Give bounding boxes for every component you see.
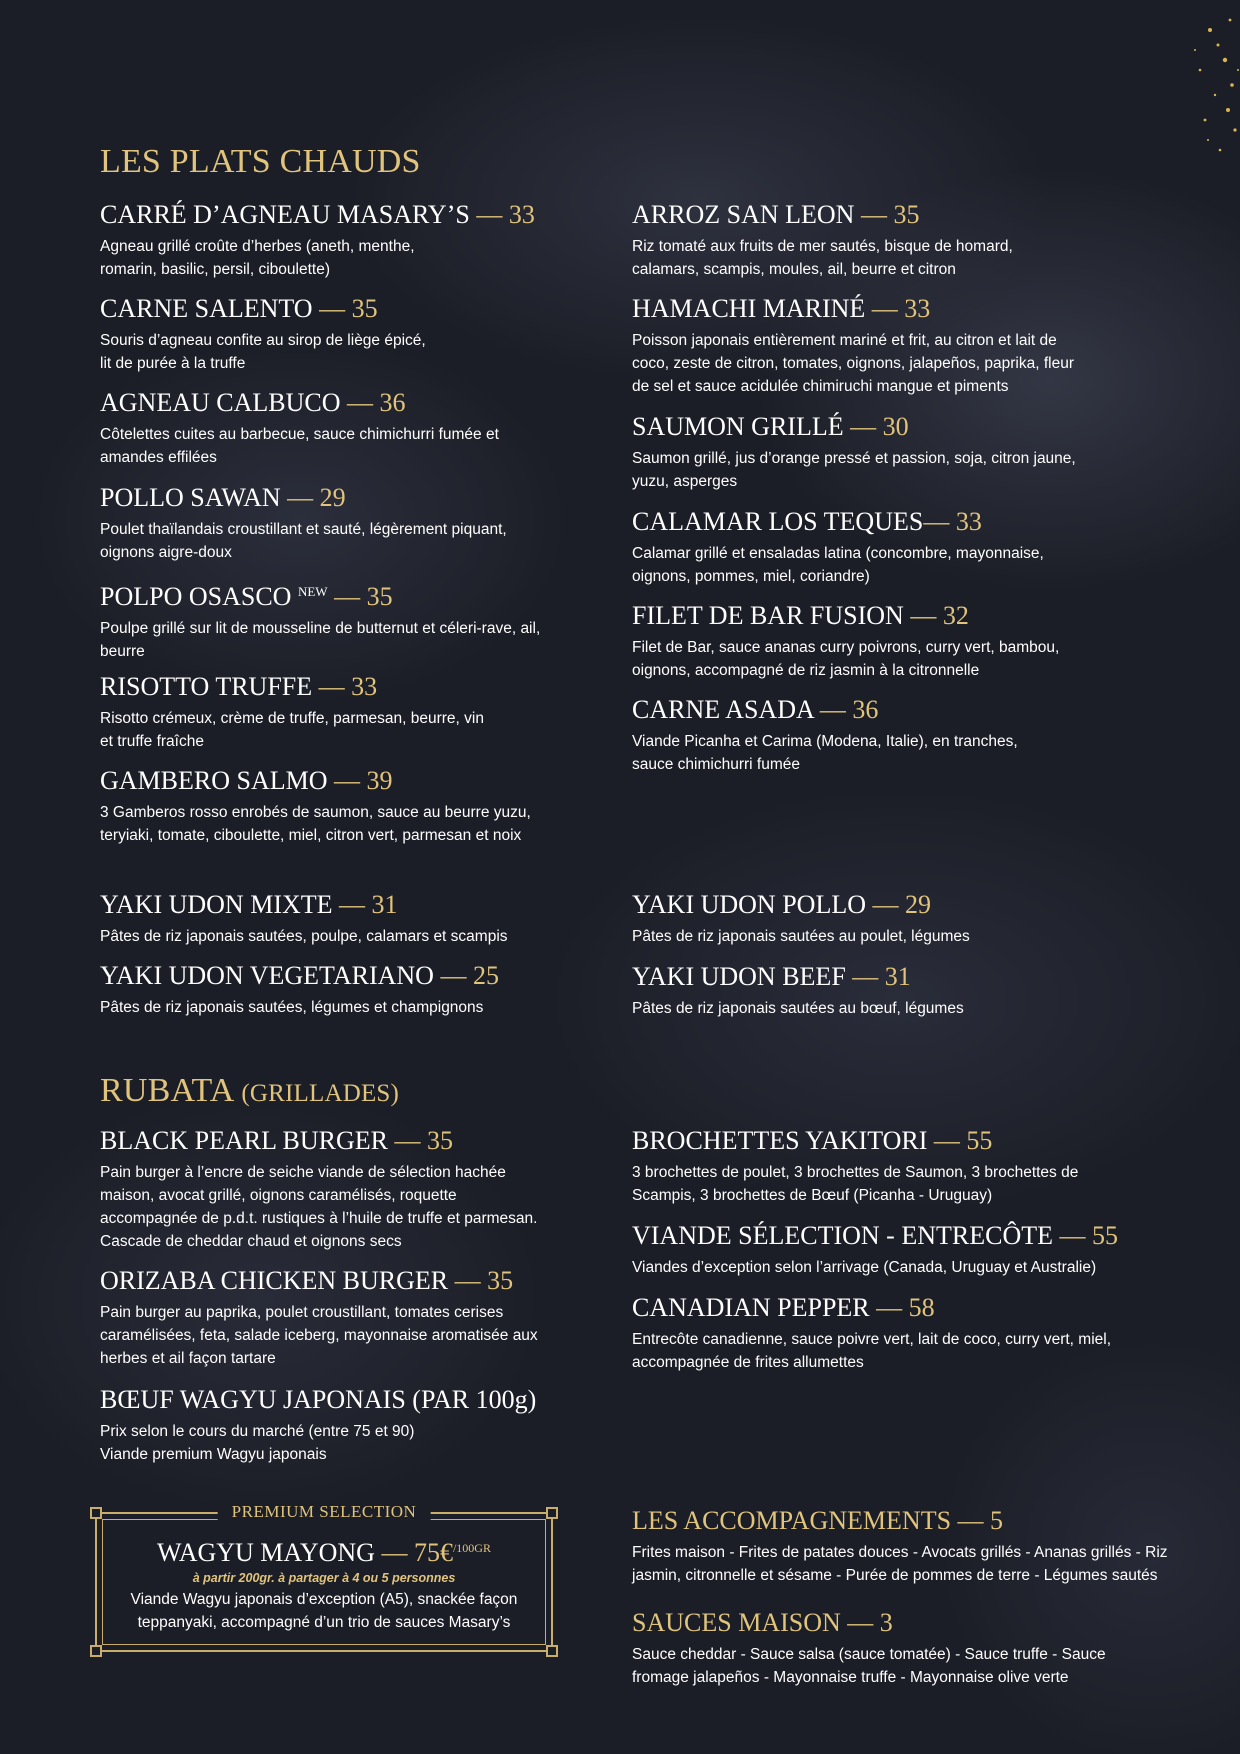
description-line: oignons aigre-doux [100,544,232,561]
description-line: 3 Gamberos rosso enrobés de saumon, sauce au beurre yuzu, [100,804,531,821]
menu-item [632,411,1172,493]
menu-item-name [100,1125,640,1157]
menu-item-price: 31 [371,890,398,919]
description-line: Risotto crémeux, crème de truffe, parmesan, beurre, vin [100,710,484,727]
premium-label: PREMIUM SELECTION [218,1502,431,1522]
menu-item-title: CARNE ASADA [632,695,814,724]
menu-item-title: AGNEAU CALBUCO [100,388,341,417]
menu-item-description [632,1541,1172,1587]
rubata-subtitle: (GRILLADES) [241,1080,400,1107]
menu-item-title: ARROZ SAN LEON [632,200,855,229]
rubata-title-text: RUBATA [100,1072,233,1109]
menu-item-name [632,694,1172,726]
section-title-rubata [100,1072,399,1110]
menu-item-price: 35 [893,200,920,229]
menu-item-price: 33 [508,200,535,229]
menu-item-name [632,1125,1172,1157]
menu-item-description [100,423,640,469]
description-line: Frites maison - Frites de patates douces - Avocats grillés - Ananas grillés - Riz [632,1544,1168,1561]
menu-item-name [632,1505,1172,1537]
description-line: Poulet thaïlandais croustillant et sauté, légèrement piquant, [100,521,507,538]
description-line: accompagnée de p.d.t. rustiques à l’huile de truffe et parmesan. [100,1210,538,1227]
price-separator: — [454,1266,481,1295]
menu-item-description [632,925,1172,948]
price-separator: — [339,890,366,919]
premium-unit: /100GR [452,1541,491,1555]
price-separator: — [850,412,877,441]
menu-item-title: YAKI UDON VEGETARIANO [100,961,434,990]
menu-item [632,694,1172,776]
description-line: Scampis, 3 brochettes de Bœuf (Picanha - Uruguay) [632,1187,993,1204]
price-separator: — [287,483,314,512]
description-line: Pâtes de riz japonais sautées au poulet, légumes [632,928,970,945]
description-line: Pain burger au paprika, poulet croustillant, tomates cerises [100,1304,504,1321]
menu-item-price: 55 [1092,1221,1118,1250]
menu-item-name [100,293,640,325]
description-line: coco, zeste de citron, tomates, oignons, jalapeños, paprika, fleur [632,355,1074,372]
menu-item-description [632,1256,1172,1279]
price-separator: — [872,890,899,919]
premium-description [97,1588,551,1634]
menu-item-price: 3 [879,1608,893,1637]
description-line: accompagnée de frites allumettes [632,1354,864,1371]
description-line: yuzu, asperges [632,473,738,490]
menu-item-name [100,765,640,797]
menu-item-price: 35 [351,294,378,323]
price-separator: — [923,507,950,536]
description-line: Poulpe grillé sur lit de mousseline de butternut et céleri-rave, ail, [100,620,541,637]
menu-item-name [632,961,1172,993]
menu-item-name [632,506,1172,538]
price-separator: — [318,672,345,701]
description-line: romarin, basilic, persil, ciboulette) [100,261,331,278]
menu-item-title: GAMBERO SALMO [100,766,328,795]
description-line: Cascade de cheddar chaud et oignons secs [100,1233,402,1250]
menu-item-description [100,518,640,564]
price-separator: — [819,695,846,724]
menu-item-title: YAKI UDON BEEF [632,962,846,991]
menu-item-price: 32 [942,601,969,630]
price-separator: — [957,1506,984,1535]
menu-item-name [632,1292,1172,1324]
description-line: beurre [100,643,145,660]
premium-separator: — [381,1538,408,1567]
menu-item-description [100,707,640,753]
frame-corner [546,1507,558,1519]
frame-corner [90,1507,102,1519]
menu-item-title: ORIZABA CHICKEN BURGER [100,1266,449,1295]
new-badge: NEW [297,584,328,599]
menu-item-description [100,1301,640,1370]
menu-item-description [632,636,1172,682]
menu-item-title: BŒUF WAGYU JAPONAIS (PAR 100g) [100,1385,537,1414]
menu-item-name [632,600,1172,632]
menu-item [100,889,640,948]
description-line: Filet de Bar, sauce ananas curry poivrons, curry vert, bambou, [632,639,1060,656]
menu-item-name [100,199,640,231]
premium-desc-line: Viande Wagyu japonais d’exception (A5), snackée façon [130,1591,518,1608]
menu-item [632,889,1172,948]
description-line: Prix selon le cours du marché (entre 75 et 90) [100,1423,415,1440]
price-separator: — [334,582,361,611]
menu-item [100,765,640,847]
menu-item-name [632,293,1172,325]
description-line: Sauce cheddar - Sauce salsa (sauce tomatée) - Sauce truffe - Sauce [632,1646,1106,1663]
price-separator: — [847,1608,874,1637]
menu-item-price: 39 [366,766,393,795]
menu-item [100,576,640,663]
menu-item [632,1220,1172,1279]
description-line: 3 brochettes de poulet, 3 brochettes de Saumon, 3 brochettes de [632,1164,1079,1181]
price-separator: — [440,961,467,990]
menu-item-price: 25 [472,961,499,990]
description-line: teryiaki, tomate, ciboulette, miel, citron vert, parmesan et noix [100,827,522,844]
menu-item-description [100,1420,640,1466]
menu-item-price: 5 [990,1506,1004,1535]
price-separator: — [910,601,937,630]
price-separator: — [860,200,887,229]
menu-item [100,1125,640,1253]
menu-item-price: 29 [905,890,931,919]
description-line: Pain burger à l’encre de seiche viande de sélection hachée [100,1164,506,1181]
menu-item-price: 31 [884,962,911,991]
description-line: Pâtes de riz japonais sautées, légumes et champignons [100,999,484,1016]
description-line: calamars, scampis, moules, ail, beurre et citron [632,261,956,278]
description-line: Souris d’agneau confite au sirop de liège épicé, [100,332,426,349]
menu-item-description [100,925,640,948]
price-separator: — [852,962,879,991]
section-title-plats-chauds: LES PLATS CHAUDS [100,143,421,180]
description-line: oignons, pommes, miel, coriandre) [632,568,870,585]
menu-item-title: CARRÉ D’AGNEAU MASARY’S [100,200,470,229]
menu-item-description [632,997,1172,1020]
menu-item [100,960,640,1019]
description-line: de sel et sauce acidulée chimiruchi mangue et piments [632,378,1009,395]
menu-item [632,1292,1172,1374]
description-line: Saumon grillé, jus d’orange pressé et passion, soja, citron jaune, [632,450,1076,467]
description-line: Côtelettes cuites au barbecue, sauce chimichurri fumée et [100,426,499,443]
premium-price: 75€ [413,1538,453,1567]
menu-item-title: CANADIAN PEPPER [632,1293,870,1322]
menu-item-description [100,235,640,281]
menu-item-description [100,329,640,375]
price-separator: — [1059,1221,1086,1250]
menu-item-description [100,1161,640,1253]
menu-item-title: BROCHETTES YAKITORI [632,1126,928,1155]
menu-item-price: 33 [351,672,378,701]
menu-item-description [632,235,1172,281]
menu-item-name [100,1265,640,1297]
menu-item-title: FILET DE BAR FUSION [632,601,904,630]
menu-item [632,600,1172,682]
description-line: Calamar grillé et ensaladas latina (concombre, mayonnaise, [632,545,1044,562]
menu-item-name [100,889,640,921]
description-line: Poisson japonais entièrement mariné et frit, au citron et lait de [632,332,1057,349]
menu-item-price: 30 [882,412,909,441]
menu-item-price: 36 [852,695,879,724]
menu-item-description [632,1328,1172,1374]
menu-item-name [100,482,640,514]
menu-item-price: 58 [908,1293,935,1322]
menu-item-price: 33 [904,294,931,323]
menu-item-price: 35 [426,1126,453,1155]
gold-fleck-decoration [1100,0,1240,160]
menu-item-price: 55 [966,1126,993,1155]
menu-item-price: 33 [955,507,982,536]
frame-corner [90,1645,102,1657]
menu-item [632,1505,1172,1587]
menu-item-description [632,329,1172,398]
menu-item-name [100,960,640,992]
menu-item [632,1607,1172,1689]
price-separator: — [476,200,503,229]
menu-item-description [632,1161,1172,1207]
menu-item [100,671,640,753]
menu-item-description [632,1643,1172,1689]
description-line: sauce chimichurri fumée [632,756,800,773]
description-line: Viande premium Wagyu japonais [100,1446,327,1463]
menu-item-price: 35 [366,582,393,611]
menu-item-title: YAKI UDON POLLO [632,890,866,919]
menu-item-price: 35 [487,1266,514,1295]
menu-item [100,1265,640,1370]
menu-item-description [100,801,640,847]
menu-item-title: VIANDE SÉLECTION - ENTRECÔTE [632,1221,1053,1250]
description-line: Riz tomaté aux fruits de mer sautés, bisque de homard, [632,238,1013,255]
description-line: maison, avocat grillé, oignons caramélisés, roquette [100,1187,457,1204]
menu-item-name [632,411,1172,443]
menu-item [100,1384,640,1466]
price-separator: — [876,1293,903,1322]
menu-item-title: POLPO OSASCO [100,582,292,611]
menu-item-title: SAUMON GRILLÉ [632,412,844,441]
menu-item [632,293,1172,398]
description-line: Pâtes de riz japonais sautées, poulpe, calamars et scampis [100,928,508,945]
menu-item-description [632,730,1172,776]
menu-item [632,199,1172,281]
menu-item-title: CALAMAR LOS TEQUES [632,507,924,536]
menu-item-name [632,1607,1172,1639]
menu-item-name [100,576,640,613]
premium-selection-box [95,1502,553,1652]
frame-corner [546,1645,558,1657]
menu-item-name [632,889,1172,921]
price-separator: — [319,294,346,323]
premium-desc-line: teppanyaki, accompagné d’un trio de sauces Masary’s [137,1614,511,1631]
menu-item-name [100,671,640,703]
menu-item-name [100,1384,640,1416]
menu-item-name [632,1220,1172,1252]
menu-item-title: YAKI UDON MIXTE [100,890,333,919]
menu-item [100,199,640,281]
menu-item-name [100,387,640,419]
menu-item-description [100,617,640,663]
price-separator: — [871,294,898,323]
menu-item-description [632,542,1172,588]
price-separator: — [347,388,373,417]
menu-item [632,1125,1172,1207]
description-line: herbes et ail façon tartare [100,1350,276,1367]
menu-item [100,482,640,564]
description-line: amandes effilées [100,449,217,466]
description-line: et truffe fraîche [100,733,204,750]
premium-name-text: WAGYU MAYONG [157,1538,375,1567]
description-line: Agneau grillé croûte d’herbes (aneth, menthe, [100,238,415,255]
menu-item-description [632,447,1172,493]
price-separator: — [933,1126,960,1155]
menu-item-title: BLACK PEARL BURGER [100,1126,388,1155]
description-line: Entrecôte canadienne, sauce poivre vert, lait de coco, curry vert, miel, [632,1331,1112,1348]
menu-item-title: POLLO SAWAN [100,483,281,512]
description-line: caramélisées, feta, salade iceberg, mayonnaise aromatisée aux [100,1327,538,1344]
description-line: fromage jalapeños - Mayonnaise truffe - Mayonnaise olive verte [632,1669,1069,1686]
menu-item-title: RISOTTO TRUFFE [100,672,313,701]
menu-item [100,387,640,469]
description-line: Viande Picanha et Carima (Modena, Italie), en tranches, [632,733,1018,750]
menu-item-title: HAMACHI MARINÉ [632,294,866,323]
description-line: lit de purée à la truffe [100,355,246,372]
menu-item-price: 36 [379,388,406,417]
price-separator: — [334,766,361,795]
menu-item-price: 29 [319,483,346,512]
menu-item-name [632,199,1172,231]
menu-item-title: CARNE SALENTO [100,294,313,323]
description-line: Pâtes de riz japonais sautées au bœuf, légumes [632,1000,964,1017]
description-line: Viandes d’exception selon l’arrivage (Canada, Uruguay et Australie) [632,1259,1097,1276]
description-line: jasmin, citronnelle et sésame - Purée de pommes de terre - Légumes sautés [632,1567,1158,1584]
menu-item-title: SAUCES MAISON [632,1608,841,1637]
menu-item-description [100,996,640,1019]
menu-item [100,293,640,375]
description-line: oignons, accompagné de riz jasmin à la citronnelle [632,662,980,679]
premium-note: à partir 200gr. à partager à 4 ou 5 personnes [192,1571,456,1585]
menu-item-title: LES ACCOMPAGNEMENTS [632,1506,952,1535]
menu-item [632,506,1172,588]
menu-item [632,961,1172,1020]
premium-item-name [97,1532,551,1569]
price-separator: — [394,1126,421,1155]
